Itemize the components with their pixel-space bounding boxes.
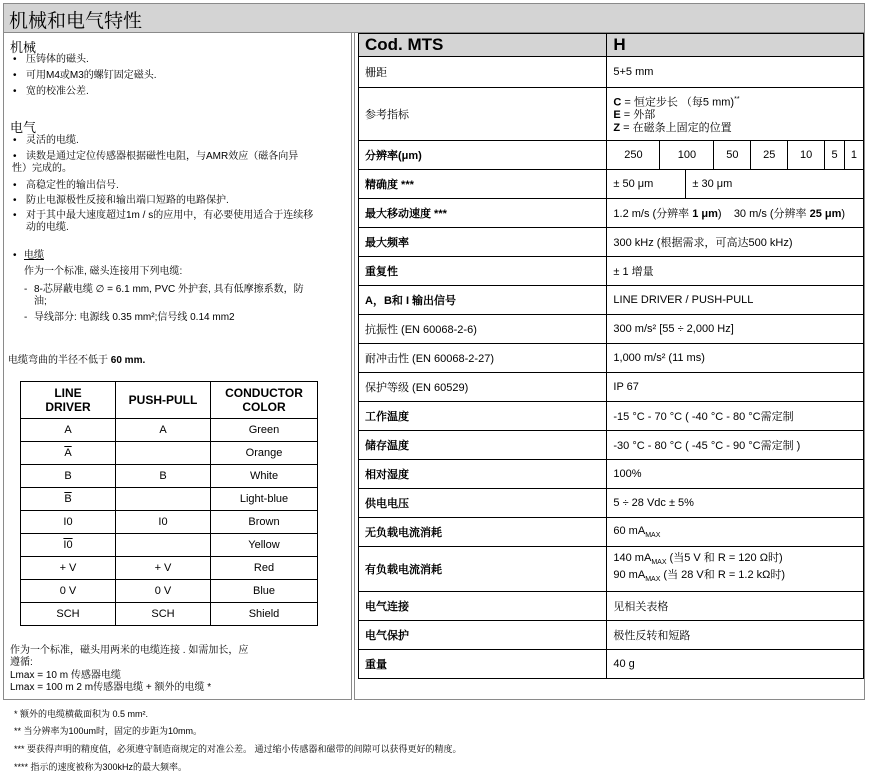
cell: 0 V: [21, 580, 116, 603]
cell: A: [116, 419, 211, 442]
cable-note-3: Lmax = 10 m 传感器电缆: [10, 670, 121, 681]
spec-header-value: H: [607, 34, 864, 57]
footnote: ** 当分辨率为100um时，固定的步距为10mm。: [14, 726, 203, 736]
cell: [21, 442, 116, 465]
spec-value: LINE DRIVER / PUSH-PULL: [607, 286, 864, 315]
cell: B: [21, 465, 116, 488]
col-push-pull-label: PUSH-PULL: [128, 393, 198, 407]
bullet: •: [13, 86, 17, 97]
col-line-driver-label: LINE DRIVER: [45, 386, 91, 414]
load-line-2: [613, 569, 863, 586]
res-cell: 10: [788, 141, 825, 169]
col-conductor-color-label: CONDUCTOR COLOR: [225, 386, 303, 414]
cell: Light-blue: [211, 488, 318, 511]
spec-row: [359, 592, 864, 621]
cable-label: 电缆: [24, 250, 44, 261]
spec-header-row: [359, 34, 864, 57]
spec-value: 300 kHz (根据需求，可高达500 kHz): [607, 228, 864, 257]
spec-value: 5+5 mm: [607, 57, 864, 88]
bullet: •: [13, 250, 17, 261]
speed1-res: 1 μm: [692, 208, 718, 220]
cable-spec1b: 油;: [34, 296, 47, 307]
table-row: [21, 580, 318, 603]
ref-z: [613, 122, 863, 135]
right-panel: [354, 33, 865, 700]
spec-label: 储存温度: [359, 431, 607, 460]
cell: I0: [116, 511, 211, 534]
table-row: [21, 534, 318, 557]
speed2: 30 m/s (分辨率: [733, 208, 810, 220]
cell: [116, 442, 211, 465]
cell: Orange: [211, 442, 318, 465]
cell: Shield: [211, 603, 318, 626]
res-cell: 100: [660, 141, 714, 169]
spec-row: [359, 141, 864, 170]
dash: -: [24, 284, 28, 295]
spec-value-resolution: [607, 141, 864, 170]
spec-value: 5 ÷ 28 Vdc ± 5%: [607, 489, 864, 518]
col-push-pull: [116, 382, 211, 419]
spec-value-speed: 1.2 m/s (分辨率 1 μm) 30 m/s (分辨率 25 μm): [607, 199, 864, 228]
bullet: •: [13, 195, 17, 206]
ref-z-key: Z: [613, 122, 621, 135]
table-row: [21, 557, 318, 580]
spec-row: [359, 402, 864, 431]
cell: 0 V: [116, 580, 211, 603]
ref-z-text: = 在磁条上固定的位置: [620, 122, 732, 135]
bullet: •: [13, 70, 17, 81]
spec-label: 相对湿度: [359, 460, 607, 489]
spec-row: [359, 547, 864, 592]
res-cell: 250: [624, 149, 643, 161]
spec-row: [359, 315, 864, 344]
elec-item: 防止电源极性反接和输出端口短路的电路保护.: [26, 195, 229, 206]
elec-item: 灵活的电缆.: [26, 135, 79, 146]
mech-item: 宽的校准公差.: [26, 86, 89, 97]
spec-label: 电气连接: [359, 592, 607, 621]
cable-note-1: 作为一个标准，磁头用两米的电缆连接 . 如需加长，应: [10, 645, 249, 656]
spec-value-ref: [607, 88, 864, 141]
spec-value: -15 °C - 70 °C ( -40 °C - 80 °C需定制: [607, 402, 864, 431]
bend-text: 电缆弯曲的半径不低于: [8, 355, 108, 366]
electrical-heading: 电气: [10, 120, 37, 135]
cell-text: I0: [63, 539, 73, 551]
spec-label: 有负载电流消耗: [359, 547, 607, 592]
spec-row: [359, 88, 864, 141]
spec-label: 电气保护: [359, 621, 607, 650]
spec-label: 耐冲击性 (EN 60068-2-27): [359, 344, 607, 373]
cable-note-4: Lmax = 100 m 2 m传感器电缆 + 额外的电缆 *: [10, 682, 212, 693]
spec-value-load: [607, 547, 864, 592]
cell: Brown: [211, 511, 318, 534]
cell: Green: [211, 419, 318, 442]
mech-item: 压铸体的磁头.: [26, 54, 89, 65]
mech-item: 可用M4或M3的螺钉固定磁头.: [26, 70, 157, 81]
cell: + V: [116, 557, 211, 580]
cell: SCH: [21, 603, 116, 626]
bullet: •: [13, 151, 17, 162]
cell: I0: [21, 511, 116, 534]
spec-label: 保护等级 (EN 60529): [359, 373, 607, 402]
ref-c-key: C: [613, 96, 622, 109]
spec-row: [359, 489, 864, 518]
spec-row: [359, 650, 864, 679]
ref-e-text: = 外部: [620, 109, 656, 122]
spec-value: IP 67: [607, 373, 864, 402]
spec-row: [359, 199, 864, 228]
cell: [116, 488, 211, 511]
spec-label: 参考指标: [359, 88, 607, 141]
accuracy-values: [607, 170, 863, 198]
spec-label: 工作温度: [359, 402, 607, 431]
bullet: •: [13, 135, 17, 146]
res-cell: 50: [714, 141, 751, 169]
table-row: [21, 511, 318, 534]
spec-row: [359, 518, 864, 547]
ref-e-key: E: [613, 109, 621, 122]
spec-value-accuracy: [607, 170, 864, 199]
spec-row: [359, 57, 864, 88]
load2-tail: (当 28 V和 R = 1.2 kΩ时): [660, 569, 786, 581]
cell: [21, 488, 116, 511]
elec-item: 读数是通过定位传感器根据磁性电阻，与AMR效应（磁各向异: [26, 151, 299, 162]
col-line-driver: [21, 382, 116, 419]
spec-row: [359, 431, 864, 460]
cell: [21, 534, 116, 557]
spec-label: 无负载电流消耗: [359, 518, 607, 547]
bullet: •: [13, 210, 17, 221]
footnote: * 额外的电缆横截面积为 0.5 mm².: [14, 709, 149, 719]
spec-value-noload: [607, 518, 864, 547]
cell-text: $\overline{B}$: [64, 493, 72, 505]
noload-value: 60 mA: [613, 524, 646, 537]
mechanical-heading: 机械: [10, 40, 37, 55]
footnote: *** 要获得声明的精度值，必须遵守制造商规定的对准公差。 通过缩小传感器和磁带的间隙可以获得更好的精度。: [14, 744, 462, 754]
spec-label: 分辨率(μm): [359, 141, 607, 170]
acc-cell: ± 50 μm: [613, 178, 654, 190]
elec-item: 动的电缆.: [26, 222, 69, 233]
resolution-values: [607, 141, 863, 169]
bullet: •: [13, 180, 17, 191]
spec-value: 100%: [607, 460, 864, 489]
load-line-1: [613, 552, 863, 569]
ref-c-text: = 恒定步长 （每5 mm): [621, 96, 735, 109]
spec-row: [359, 344, 864, 373]
page-title: 机械和电气特性: [9, 11, 143, 32]
spec-value: 极性反转和短路: [607, 621, 864, 650]
spec-value: 300 m/s² [55 ÷ 2,000 Hz]: [607, 315, 864, 344]
cable-spec1: 8-芯屏蔽电缆 ∅ = 6.1 mm, PVC 外护套, 具有低摩擦系数，防: [34, 284, 304, 295]
spec-row: [359, 373, 864, 402]
load2-sub: MAX: [645, 576, 661, 584]
bend-radius: [8, 355, 145, 367]
dash: -: [24, 312, 28, 323]
spec-value: ± 1 增量: [607, 257, 864, 286]
spec-label: 供电电压: [359, 489, 607, 518]
cell: [116, 534, 211, 557]
ref-c-tail: **: [734, 95, 740, 103]
acc-cell: ± 30 μm: [686, 170, 863, 198]
ref-e: [613, 109, 863, 122]
res-cell: 25: [751, 141, 788, 169]
col-conductor-color: [211, 382, 318, 419]
spec-label: 最大移动速度 ***: [359, 199, 607, 228]
cell: SCH: [116, 603, 211, 626]
spec-row: [359, 460, 864, 489]
spec-label: 抗振性 (EN 60068-2-6): [359, 315, 607, 344]
spec-label: 最大频率: [359, 228, 607, 257]
cell: Yellow: [211, 534, 318, 557]
noload-sub: MAX: [645, 532, 661, 540]
table-row: [21, 442, 318, 465]
speed2-res: 25 μm: [809, 208, 842, 220]
speed1: 1.2 m/s (分辨率: [613, 208, 693, 220]
spec-header-label: Cod. MTS: [359, 34, 607, 57]
cell: + V: [21, 557, 116, 580]
spec-row: [359, 228, 864, 257]
table-row: [21, 465, 318, 488]
load1-sub: MAX: [651, 559, 667, 566]
spec-value: 1,000 m/s² (11 ms): [607, 344, 864, 373]
cable-note-2: 遵循:: [10, 657, 33, 668]
ref-c: [613, 93, 863, 110]
spec-label: 重量: [359, 650, 607, 679]
spec-label: 重复性: [359, 257, 607, 286]
spec-row: [359, 257, 864, 286]
spec-row: [359, 170, 864, 199]
table-row: [21, 603, 318, 626]
spec-label: A，B和 I 输出信号: [359, 286, 607, 315]
cell: Blue: [211, 580, 318, 603]
footnote: **** 指示的速度被称为300kHz的最大频率。: [14, 762, 188, 772]
cell: B: [116, 465, 211, 488]
load2: 90 mA: [613, 569, 646, 581]
res-cell: 5: [825, 141, 845, 169]
elec-item: 高稳定性的输出信号.: [26, 180, 119, 191]
bullet: •: [13, 54, 17, 65]
spec-value: -30 °C - 80 °C ( -45 °C - 90 °C需定制 ): [607, 431, 864, 460]
cable-intro: 作为一个标准, 磁头连接用下列电缆:: [24, 266, 183, 277]
cell: White: [211, 465, 318, 488]
bend-value: 60 mm.: [110, 355, 146, 366]
cable-spec2: 导线部分: 电源线 0.35 mm²;信号线 0.14 mm2: [34, 312, 235, 323]
cell: A: [21, 419, 116, 442]
cell-text: $\overline{A}$: [64, 447, 72, 459]
elec-item: 性）完成的。: [12, 163, 72, 174]
spec-value: 见相关表格: [607, 592, 864, 621]
res-cell: 1: [844, 141, 863, 169]
load1: 140 mA: [613, 551, 652, 564]
page-title-bar: [3, 3, 865, 33]
table-row: [21, 488, 318, 511]
load1-tail: (当5 V 和 R = 120 Ω时): [666, 551, 783, 564]
spec-label: 栅距: [359, 57, 607, 88]
spec-label: 精确度 ***: [359, 170, 607, 199]
spec-row: [359, 286, 864, 315]
cell: Red: [211, 557, 318, 580]
cable-color-table: [20, 381, 318, 626]
spec-value: 40 g: [607, 650, 864, 679]
table-row: [21, 419, 318, 442]
elec-item: 对于其中最大速度超过1m / s的应用中，有必要使用适合于连续移: [26, 210, 314, 221]
spec-row: [359, 621, 864, 650]
spec-table: [358, 33, 864, 679]
left-panel: [3, 33, 352, 700]
